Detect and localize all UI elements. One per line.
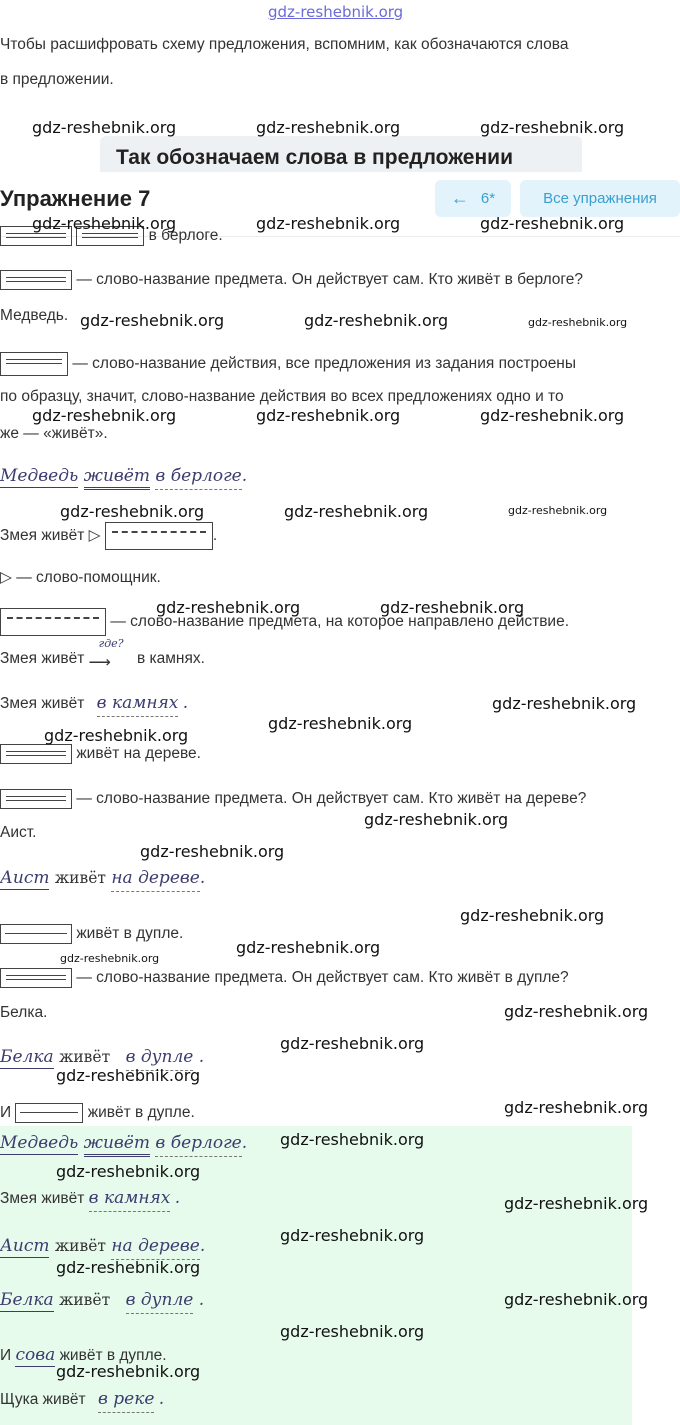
answer-1-predicate: живёт: [84, 1133, 150, 1157]
watermark: gdz-reshebnik.org: [236, 938, 381, 957]
answer-1-end: .: [241, 1133, 248, 1153]
section-banner-title: Так обозначаем слова в предложении: [116, 146, 513, 169]
scheme-line-4: [0, 924, 183, 944]
page-title: Упражнение 7: [0, 186, 151, 211]
answer-1-subject: Медведь: [0, 1133, 79, 1153]
helper-triangle-icon: ▷: [0, 569, 12, 586]
explain-predicate-text-1: — слово-название действия, все предложения из задания построены: [72, 355, 577, 373]
scheme-line-2-text: Змея живёт: [0, 527, 85, 545]
watermark: gdz-reshebnik.org: [256, 118, 401, 137]
watermark: gdz-reshebnik.org: [504, 1194, 649, 1213]
answer-belka: Белка.: [0, 1004, 48, 1021]
sentence-4-end: .: [198, 1047, 205, 1067]
explain-subject-1: [0, 270, 583, 290]
watermark: gdz-reshebnik.org: [504, 1002, 649, 1021]
answer-6-end: .: [158, 1389, 165, 1409]
scheme-line-3-text: живёт на дереве.: [76, 745, 201, 763]
question-word: где?: [98, 637, 124, 650]
watermark: gdz-reshebnik.org: [32, 214, 177, 233]
watermark: gdz-reshebnik.org: [268, 714, 413, 733]
scheme-line-4-text: живёт в дупле.: [76, 925, 184, 943]
arrow-left-icon: ←: [450, 188, 469, 208]
explain-subject-1-text: — слово-название предмета. Он действует сам. Кто живёт в берлоге?: [76, 271, 583, 289]
watermark: gdz-reshebnik.org: [32, 118, 177, 137]
sentence-3-adverbial: на дереве: [111, 868, 199, 892]
watermark: gdz-reshebnik.org: [32, 406, 177, 425]
answer-2: [0, 1188, 180, 1208]
watermark: gdz-reshebnik.org: [60, 502, 205, 521]
sentence-3: [0, 868, 205, 888]
sentence-4-subject: Белка: [0, 1047, 54, 1067]
subject-box-icon: [0, 789, 72, 809]
subject-box-icon: [0, 270, 72, 290]
question-line-tail: в камнях.: [136, 650, 205, 667]
explain-predicate-text-2: по образцу, значит, слово-название действия во всех предложениях одно и то: [0, 388, 564, 405]
answer-6-adverbial: в реке: [98, 1389, 154, 1413]
watermark: gdz-reshebnik.org: [284, 502, 429, 521]
all-exercises-button[interactable]: Все упражнения: [520, 180, 680, 217]
answer-1: [0, 1133, 247, 1153]
answer-6-start: Щука живёт: [0, 1391, 86, 1408]
sentence-1-end: .: [241, 466, 248, 486]
watermark: gdz-reshebnik.org: [256, 406, 401, 425]
explain-subject-2: [0, 789, 586, 809]
intro-text-1: Чтобы расшифровать схему предложения, вспомним, как обозначаются слова: [0, 36, 569, 53]
watermark: gdz-reshebnik.org: [460, 906, 605, 925]
answer-3-predicate: живёт: [54, 1237, 106, 1255]
question-arrow: [88, 637, 133, 671]
sentence-2: [0, 693, 188, 713]
answer-4-adverbial: в дупле: [126, 1290, 194, 1314]
answer-4: [0, 1290, 204, 1310]
watermark: gdz-reshebnik.org: [480, 214, 625, 233]
watermark: gdz-reshebnik.org: [56, 1362, 201, 1381]
scheme-line-5-start: И: [0, 1104, 12, 1122]
prev-exercise-label: 6*: [480, 190, 496, 207]
watermark: gdz-reshebnik.org: [480, 406, 625, 425]
explain-subject-2-text: — слово-название предмета. Он действует сам. Кто живёт на дереве?: [76, 790, 587, 808]
answer-5-rest: живёт в дупле.: [59, 1347, 167, 1364]
explain-helper-text: — слово-помощник.: [16, 569, 161, 586]
watermark: gdz-reshebnik.org: [492, 694, 637, 713]
watermark: gdz-reshebnik.org: [480, 118, 625, 137]
answer-5-start: И: [0, 1347, 12, 1364]
sentence-3-predicate: живёт: [54, 869, 106, 887]
sentence-2-adverbial: в камнях: [97, 693, 179, 717]
watermark: gdz-reshebnik.org: [508, 504, 608, 517]
predicate-box-icon: [0, 352, 68, 376]
answer-4-predicate: живёт: [59, 1291, 111, 1309]
sentence-1-predicate: живёт: [84, 466, 150, 490]
scheme-line-5: [0, 1103, 195, 1123]
watermark: gdz-reshebnik.org: [504, 1098, 649, 1117]
scheme-line-5-text: живёт в дупле.: [87, 1104, 195, 1122]
watermark: gdz-reshebnik.org: [80, 311, 225, 330]
watermark: gdz-reshebnik.org: [140, 842, 285, 861]
watermark: gdz-reshebnik.org: [56, 1162, 201, 1181]
answer-2-start: Змея живёт: [0, 1190, 85, 1207]
scheme-line-1-tail: в берлоге.: [148, 227, 223, 245]
dashed-box-icon: [105, 522, 213, 550]
question-line-text: Змея живёт: [0, 650, 85, 667]
watermark: gdz-reshebnik.org: [364, 810, 509, 829]
watermark: gdz-reshebnik.org: [56, 1258, 201, 1277]
watermark: gdz-reshebnik.org: [280, 1322, 425, 1341]
watermark: gdz-reshebnik.org: [60, 952, 160, 965]
explain-predicate: [0, 352, 576, 376]
watermark: gdz-reshebnik.org: [280, 1226, 425, 1245]
sentence-4-predicate: живёт: [59, 1048, 111, 1066]
answer-medved: Медведь.: [0, 307, 69, 324]
watermark: gdz-reshebnik.org: [56, 1066, 201, 1085]
watermark: gdz-reshebnik.org: [380, 598, 525, 617]
explain-helper: [0, 568, 161, 587]
answer-1-adverbial: в берлоге: [155, 1133, 241, 1157]
watermark: gdz-reshebnik.org: [280, 1130, 425, 1149]
sentence-4-adverbial: в дупле: [126, 1047, 194, 1071]
sentence-4: [0, 1047, 204, 1067]
watermark: gdz-reshebnik.org: [304, 311, 449, 330]
question-line: [0, 637, 205, 671]
section-banner: [100, 136, 582, 176]
explain-subject-3: [0, 968, 569, 988]
watermark-top[interactable]: gdz-reshebnik.org: [268, 3, 404, 21]
explain-subject-3-text: — слово-название предмета. Он действует сам. Кто живёт в дупле?: [76, 969, 569, 987]
explain-predicate-text-3: же — «живёт».: [0, 425, 108, 442]
subject-box-icon: [0, 744, 72, 764]
watermark: gdz-reshebnik.org: [504, 1290, 649, 1309]
explain-object-text: — слово-название предмета, на которое направлено действие.: [110, 613, 570, 631]
answer-6: [0, 1389, 164, 1409]
sentence-1-adverbial: в берлоге: [155, 466, 241, 490]
answer-4-end: .: [198, 1290, 205, 1310]
watermark: gdz-reshebnik.org: [528, 316, 628, 329]
watermark: gdz-reshebnik.org: [280, 1034, 425, 1053]
prev-exercise-button[interactable]: [435, 180, 511, 217]
scheme-line-2: Змея живёт ▷ .: [0, 522, 217, 550]
dashed-box-icon: [0, 608, 106, 636]
sentence-2-start: Змея живёт: [0, 695, 85, 712]
helper-triangle-icon: ▷: [88, 527, 101, 545]
answer-3-adverbial: на дереве: [111, 1236, 199, 1260]
answer-aist: Аист.: [0, 824, 37, 841]
answer-2-end: .: [174, 1188, 181, 1208]
sentence-1-subject: Медведь: [0, 466, 79, 486]
watermark: gdz-reshebnik.org: [256, 214, 401, 233]
scheme-line-3: [0, 744, 201, 764]
answer-2-adverbial: в камнях: [89, 1188, 171, 1212]
arrow-right-icon: ⟶: [88, 654, 111, 671]
answer-4-subject: Белка: [0, 1290, 54, 1310]
sentence-1: [0, 466, 247, 486]
answer-3-end: .: [199, 1236, 206, 1256]
sentence-3-end: .: [199, 868, 206, 888]
subject-box-icon: [0, 924, 72, 944]
sentence-3-subject: Аист: [0, 868, 50, 888]
subject-box-icon: [0, 968, 72, 988]
subject-box-icon: [15, 1103, 83, 1123]
answer-3: [0, 1236, 205, 1256]
watermark: gdz-reshebnik.org: [156, 598, 301, 617]
watermark: gdz-reshebnik.org: [44, 726, 189, 745]
answer-5-subject: сова: [15, 1345, 56, 1365]
answer-3-subject: Аист: [0, 1236, 50, 1256]
sentence-2-end: .: [182, 693, 189, 713]
intro-text-2: в предложении.: [0, 71, 114, 88]
